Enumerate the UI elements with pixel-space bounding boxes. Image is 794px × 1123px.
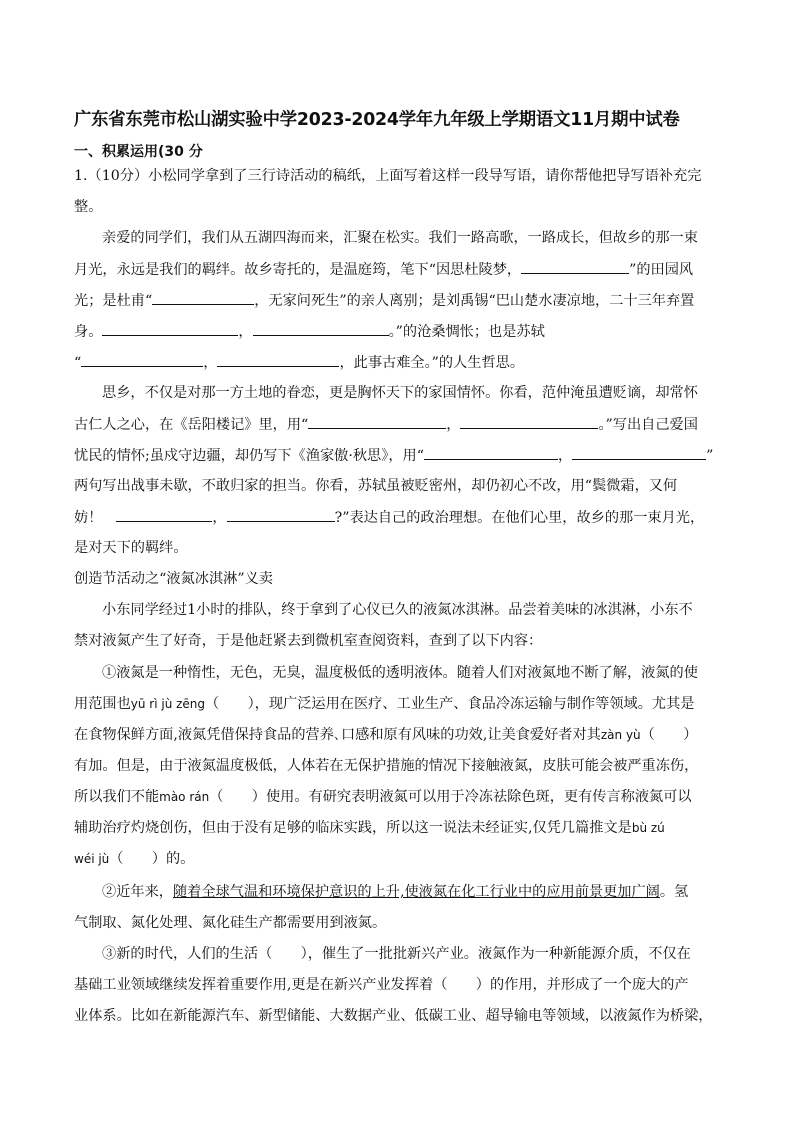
section-1-line-3: 在食物保鲜方面,液氮凭借保持食品的营养､口感和原有风味的功效,让美食爱好者对其zàn yù（ ）: [74, 727, 698, 743]
blank-12[interactable]: [227, 507, 335, 522]
section-1-line-1: ①液氮是一种惰性，无色，无臭，温度极低的透明液体。随着人们对液氮地不断了解，液氮的使: [102, 665, 698, 681]
section-1-line-5: 所以我们不能mào rán（ ）使用。有研究表明液氮可以用于冷冻祛除色斑，更有传言称液氮可以: [74, 789, 692, 805]
section-1-line-2: 用范围也yū rì jù zēng（ ），现广泛运用在医疗、工业生产、食品冷冻运输与制作等领域。尤其是: [74, 696, 695, 712]
exam-title: 广东省东莞市松山湖实验中学2023-2024学年九年级上学期语文11月期中试卷: [74, 110, 680, 130]
underlined-sentence: 随着全球气温和环境保护意识的上升,使液氮在化工行业中的应用前景更加广阔: [172, 884, 660, 900]
pinyin-4: bù zú: [631, 821, 665, 835]
blank-1[interactable]: [521, 259, 629, 274]
activity-intro-line-1: 小东同学经过1小时的排队，终于拿到了心仪已久的液氮冰淇淋。品尝着美味的冰淇淋，小东不: [102, 602, 693, 618]
section-3-line-3: 业体系。比如在新能源汽车、新型储能、大数据产业、低碳工业、超导输电等领域，以液氮作为桥梁，: [74, 1008, 713, 1024]
paragraph-1-line-4: 身。 ， 。”的沧桑惆怅；也是苏轼: [74, 321, 545, 342]
blank-8[interactable]: [460, 414, 598, 429]
pinyin-3: mào rán: [159, 790, 210, 804]
paragraph-2-line-3: 忧民的情怀;虽戍守边疆，却仍写下《渔家傲·秋思》，用“ ， ”: [74, 445, 713, 466]
section-1-line-4: 有加。但是，由于液氮温度极低，人体若在无保护措施的情况下接触液氮，皮肤可能会被严重冻伤，: [74, 758, 699, 774]
paragraph-1-line-2: 月光，永远是我们的羁绊。故乡寄托的，是温庭筠，笔下“因思杜陵梦， ”的田园风: [74, 259, 693, 280]
blank-9[interactable]: [424, 445, 558, 460]
paragraph-1-line-5: “ ， ，此事古难全。”的人生哲思。: [74, 352, 524, 373]
paragraph-1-line-1: 亲爱的同学们，我们从五湖四海而来，汇聚在松实。我们一路高歌，一路成长，但故乡的那一束: [102, 230, 698, 246]
blank-4[interactable]: [253, 321, 389, 336]
section-1-line-7: wéi jù（ ）的。: [74, 851, 195, 867]
blank-11[interactable]: [116, 507, 212, 522]
paragraph-2-line-2: 古仁人之心，在《岳阳楼记》里，用“ ， 。”写出自己爱国: [74, 414, 698, 435]
section-3-line-2: 基础工业领域继续发挥着重要作用,更是在新兴产业发挥着（ ）的作用，并形成了一个庞大的产: [74, 977, 689, 993]
blank-3[interactable]: [102, 321, 238, 336]
paragraph-2-line-4: 两句写出战事未歇，不敢归家的担当。你看，苏轼虽被贬密州，却仍初心不改，用“鬓微霜，又何: [74, 478, 678, 494]
section-2-line-2: 气制取、氮化处理、氮化硅生产都需要用到液氮。: [74, 915, 387, 931]
paragraph-2-line-1: 思乡，不仅是对那一方土地的眷恋，更是胸怀天下的家国情怀。你看，范仲淹虽遭贬谪，却常怀: [102, 385, 698, 401]
pinyin-1: yū rì jù zēng: [130, 697, 206, 711]
paragraph-2-line-5: 妨！ ， ?”表达自己的政治理想。在他们心里，故乡的那一束月光，: [74, 507, 704, 528]
blank-5[interactable]: [81, 352, 203, 367]
activity-heading: 创造节活动之“液氮冰淇淋”义卖: [74, 571, 273, 587]
blank-10[interactable]: [572, 445, 706, 460]
blank-6[interactable]: [217, 352, 339, 367]
section-heading: 一、积累运用(30 分: [74, 144, 203, 160]
question-1-line-2: 整。: [74, 199, 103, 215]
question-1-line-1: 1.（10分）小松同学拿到了三行诗活动的稿纸，上面写着这样一段导写语，请你帮他把导写语补充完: [74, 168, 702, 184]
activity-intro-line-2: 禁对液氮产生了好奇，于是他赶紧去到微机室查阅资料，查到了以下内容：: [74, 633, 543, 649]
paragraph-2-line-6: 是对天下的羁绊。: [74, 540, 188, 556]
pinyin-5: wéi jù: [74, 852, 110, 866]
blank-7[interactable]: [308, 414, 446, 429]
section-2-line-1: ②近年来，随着全球气温和环境保护意识的上升,使液氮在化工行业中的应用前景更加广阔。氢: [102, 884, 689, 900]
paragraph-1-line-3: 光；是杜甫“ ，无家问死生”的亲人离别；是刘禹锡“巴山楚水凄凉地，二十三年弃置: [74, 290, 694, 311]
section-3-line-1: ③新的时代，人们的生活（ ），催生了一批批新兴产业。液氮作为一种新能源介质，不仅在: [102, 946, 691, 962]
pinyin-2: zàn yù: [600, 728, 641, 742]
blank-2[interactable]: [152, 290, 254, 305]
section-1-line-6: 辅助治疗灼烧创伤，但由于没有足够的临床实践，所以这一说法未经证实,仅凭几篇推文是bù zú: [74, 820, 665, 836]
